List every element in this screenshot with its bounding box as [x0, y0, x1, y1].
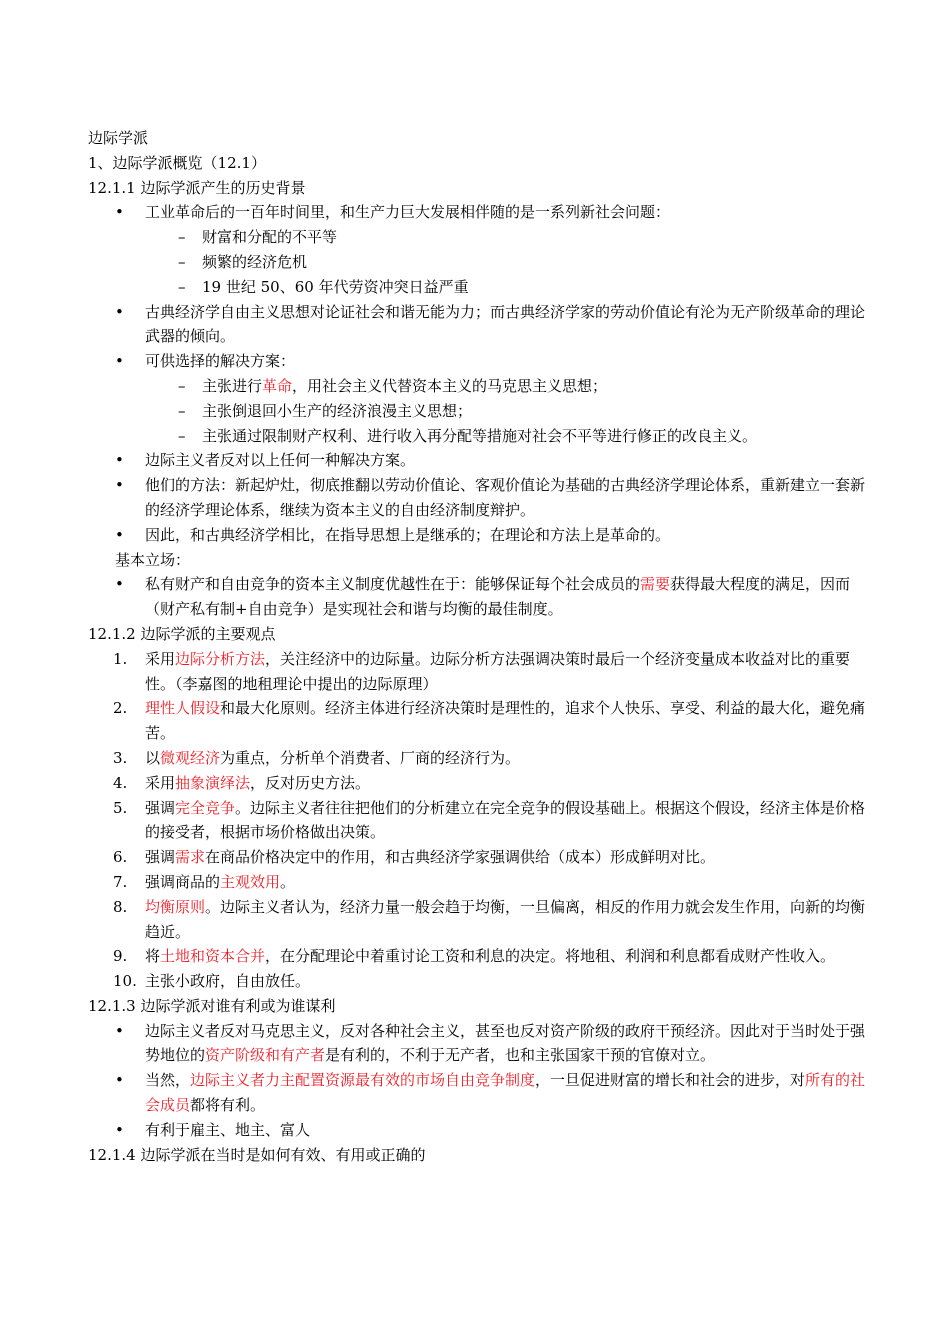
sub-bullet-text: 频繁的经济危机 — [202, 252, 308, 271]
highlight-text: 完全竞争 — [175, 798, 236, 817]
item-text: 。边际主义者往往把他们的分析建立在完全竞争的假设基础上。根据这个假设，经济主体是价格的接受者，根据市场价格做出决策。 — [145, 798, 866, 842]
bullet-text: 私有财产和自由竞争的资本主义制度优越性在于：能够保证每个社会成员的 — [145, 575, 641, 594]
item-text: 采用 — [145, 649, 176, 668]
numbered-item — [88, 895, 878, 945]
highlight-text: 微观经济 — [160, 748, 221, 767]
number-marker: 2. — [113, 699, 128, 718]
bullet-item — [88, 523, 878, 548]
bullet-marker: • — [115, 1120, 124, 1139]
item-text: 采用 — [145, 773, 176, 792]
item-text: 。 — [280, 872, 296, 891]
bullet-marker: • — [115, 451, 124, 470]
sub-bullet-text: ，用社会主义代替资本主义的马克思主义思想； — [292, 376, 608, 395]
numbered-item — [88, 796, 878, 846]
bullet-text: 因此，和古典经济学相比，在指导思想上是继承的；在理论和方法上是革命的。 — [145, 525, 671, 544]
subsection-heading-12-1-2: 12.1.2 边际学派的主要观点 — [88, 624, 276, 643]
numbered-item — [88, 845, 878, 870]
bullet-text: ，一旦促进财富的增长和社会的进步，对 — [535, 1071, 806, 1090]
highlight-text: 所有的社会成员 — [145, 1071, 866, 1115]
highlight-text: 土地和资本合并 — [160, 947, 266, 966]
sub-bullet-text: 主张进行 — [202, 376, 263, 395]
bullet-marker: • — [115, 1071, 124, 1090]
sub-bullet-text: 主张倒退回小生产的经济浪漫主义思想； — [202, 401, 473, 420]
highlight-text: 革命 — [262, 376, 293, 395]
section-heading-1: 1、边际学派概览（12.1） — [88, 153, 266, 172]
bullet-marker: • — [115, 302, 124, 321]
highlight-text: 均衡原则 — [145, 897, 206, 916]
bullet-marker: • — [115, 352, 124, 371]
highlight-text: 边际分析方法 — [175, 649, 266, 668]
bullet-text: 他们的方法：新起炉灶，彻底推翻以劳动价值论、客观价值论为基础的古典经济学理论体系，重新建立一套新的经济学理论体系，继续为资本主义的自由经济制度辩护。 — [145, 476, 866, 519]
subsection-heading-12-1-4: 12.1.4 边际学派在当时是如何有效、有用或正确的 — [88, 1145, 426, 1164]
item-text: 在商品价格决定中的作用，和古典经济学家强调供给（成本）形成鲜明对比。 — [205, 848, 716, 867]
bullet-marker: • — [115, 1021, 124, 1040]
bullet-item — [88, 448, 878, 473]
highlight-text: 需求 — [175, 848, 206, 867]
number-marker: 4. — [113, 773, 128, 792]
bullet-item — [88, 349, 878, 374]
sub-bullet-item — [88, 225, 878, 250]
item-text: 主张小政府，自由放任。 — [145, 972, 311, 991]
highlight-text: 抽象演绎法 — [175, 773, 251, 792]
sub-bullet-item — [88, 399, 878, 424]
highlight-text: 需要 — [640, 575, 671, 594]
bullet-text: 古典经济学自由主义思想对论证社会和谐无能为力；而古典经济学家的劳动价值论有沦为无产阶级革命的理论武器的倾向。 — [145, 302, 866, 346]
bullet-marker: • — [115, 476, 124, 495]
bullet-text: 工业革命后的一百年时间里，和生产力巨大发展相伴随的是一系列新社会问题： — [145, 203, 671, 222]
numbered-item — [88, 944, 878, 969]
stance-label: 基本立场： — [115, 550, 191, 569]
bullet-item — [88, 473, 878, 523]
bullet-marker: • — [115, 575, 124, 594]
bullet-item — [88, 1118, 878, 1143]
item-text: 强调商品的 — [145, 872, 221, 891]
dash-marker: – — [178, 277, 186, 296]
highlight-text: 资产阶级和有产者 — [205, 1046, 326, 1065]
numbered-item — [88, 696, 878, 746]
subsection-heading-12-1-1: 12.1.1 边际学派产生的历史背景 — [88, 178, 306, 197]
dash-marker: – — [178, 228, 186, 247]
dash-marker: – — [178, 426, 186, 445]
numbered-item — [88, 647, 878, 697]
bullet-text: 有利于雇主、地主、富人 — [145, 1120, 311, 1139]
item-text: 。边际主义者认为，经济力量一般会趋于均衡，一旦偏离，相反的作用力就会发生作用，向新的均衡趋近。 — [145, 897, 866, 941]
sub-bullet-text: 19 世纪 50、60 年代劳资冲突日益严重 — [202, 277, 469, 296]
dash-marker: – — [178, 252, 186, 271]
bullet-text: 都将有利。 — [190, 1096, 266, 1115]
number-marker: 7. — [113, 872, 128, 891]
bullet-text: 当然， — [145, 1071, 191, 1090]
numbered-item — [88, 870, 878, 895]
number-marker: 5. — [113, 798, 128, 817]
bullet-text: 边际主义者反对马克思主义，反对各种社会主义，甚至也反对资产阶级的政府干预经济。因此对于当时处于强势地位的 — [145, 1021, 866, 1065]
bullet-item — [88, 300, 878, 350]
highlight-text: 理性人假设 — [145, 699, 221, 718]
item-text: ，反对历史方法。 — [250, 773, 371, 792]
sub-bullet-item — [88, 275, 878, 300]
bullet-item — [88, 1068, 878, 1118]
bullet-text: 获得最大程度的满足，因而（财产私有制+自由竞争）是实现社会和谐与均衡的最佳制度。 — [145, 575, 851, 619]
bullet-marker: • — [115, 525, 124, 544]
bullet-text: 可供选择的解决方案： — [145, 352, 296, 371]
item-text: 以 — [145, 748, 161, 767]
number-marker: 10. — [113, 972, 137, 991]
number-marker: 8. — [113, 897, 128, 916]
document-page — [88, 126, 878, 1167]
highlight-text: 边际主义者力主配置资源最有效的市场自由竞争制度 — [190, 1071, 536, 1090]
bullet-item — [88, 1019, 878, 1069]
item-text: 为重点，分析单个消费者、厂商的经济行为。 — [220, 748, 521, 767]
bullet-text: 边际主义者反对以上任何一种解决方案。 — [145, 451, 416, 470]
item-text: ，关注经济中的边际量。边际分析方法强调决策时最后一个经济变量成本收益对比的重要性。（李嘉图的地租理论中提出的边际原理） — [145, 649, 851, 693]
numbered-item — [88, 969, 878, 994]
doc-title: 边际学派 — [88, 129, 149, 147]
sub-bullet-item — [88, 250, 878, 275]
item-text: 和最大化原则。经济主体进行经济决策时是理性的，追求个人快乐、享受、利益的最大化，避免痛苦。 — [145, 699, 866, 743]
bullet-text: 是有利的，不利于无产者，也和主张国家干预的官僚对立。 — [325, 1046, 716, 1065]
number-marker: 3. — [113, 748, 128, 767]
item-text: 强调 — [145, 798, 176, 817]
sub-bullet-text: 主张通过限制财产权利、进行收入再分配等措施对社会不平等进行修正的改良主义。 — [202, 426, 758, 445]
sub-bullet-item — [88, 374, 878, 399]
highlight-text: 主观效用 — [220, 872, 281, 891]
dash-marker: – — [178, 376, 186, 395]
item-text: ，在分配理论中着重讨论工资和利息的决定。将地租、利润和利息都看成财产性收入。 — [265, 947, 836, 966]
subsection-heading-12-1-3: 12.1.3 边际学派对谁有利或为谁谋利 — [88, 996, 336, 1015]
number-marker: 1. — [113, 649, 128, 668]
numbered-item — [88, 746, 878, 771]
sub-bullet-text: 财富和分配的不平等 — [202, 228, 338, 247]
bullet-item — [88, 200, 878, 225]
number-marker: 6. — [113, 848, 128, 867]
item-text: 将 — [145, 947, 161, 966]
dash-marker: – — [178, 401, 186, 420]
number-marker: 9. — [113, 947, 128, 966]
item-text: 强调 — [145, 848, 176, 867]
sub-bullet-item — [88, 424, 878, 449]
bullet-marker: • — [115, 203, 124, 222]
numbered-item — [88, 771, 878, 796]
bullet-item — [88, 572, 878, 622]
